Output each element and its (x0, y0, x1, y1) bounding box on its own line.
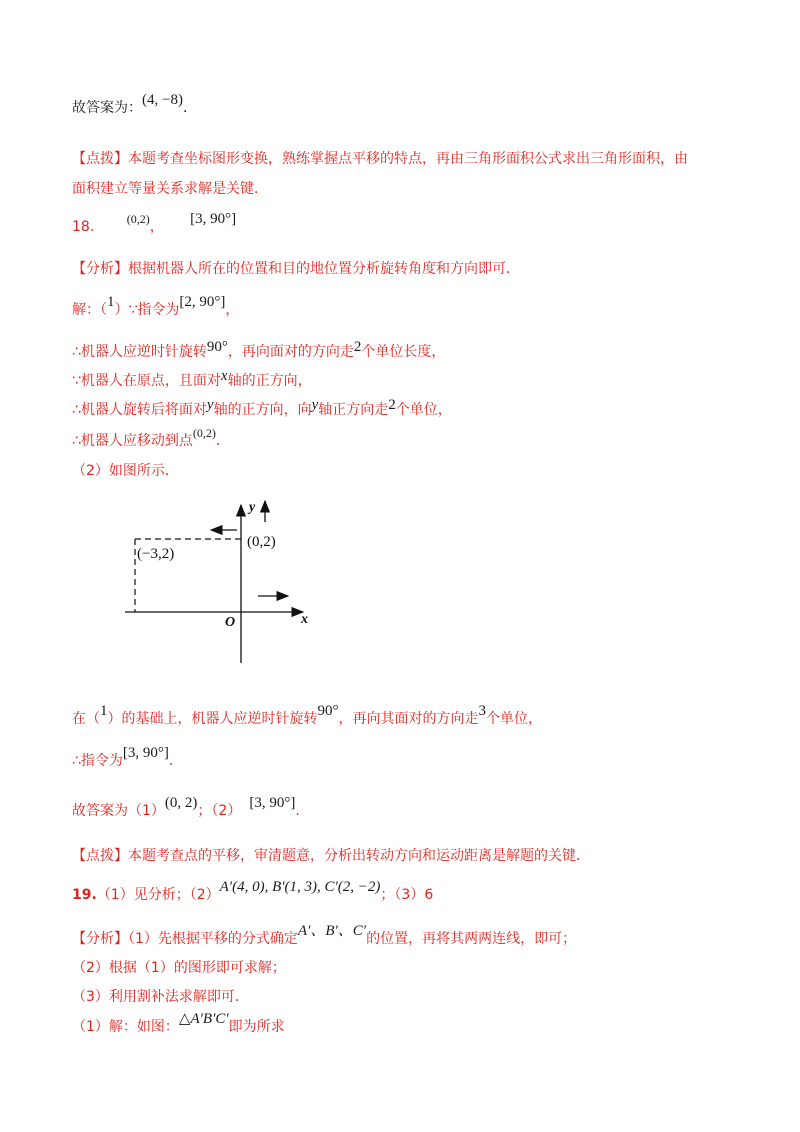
solution-18-line7: 在（1）的基础上，机器人应逆时针旋转90°，再向其面对的方向走3个单位， (72, 703, 542, 727)
solution-19-line1: （1）解：如图：△A′B′C′即为所求 (72, 1011, 285, 1035)
analysis-19: 【分析】（1）先根据平移的分式确定A′、B′、C′的位置，再将其两两连线，即可； (72, 923, 577, 947)
solution-18-line3: ∵机器人在原点，且面对x轴的正方向， (72, 368, 312, 389)
solution-18-line5: ∴机器人应移动到点(0,2). (72, 426, 221, 449)
answer-17: 故答案为：(4, −8). (72, 97, 187, 119)
x-axis-label: x (301, 612, 308, 627)
tip-17-line2: 面积建立等量关系求解是关键． (72, 181, 268, 197)
analysis-18: 【分析】根据机器人所在的位置和目的地位置分析旋转角度和方向即可． (72, 261, 520, 277)
solution-18-line1: 解：（1）∵指令为[2, 90°]， (72, 294, 240, 318)
analysis-19-line3: （3）利用割补法求解即可． (72, 989, 249, 1005)
y-axis-label: y (249, 500, 256, 515)
point-label-0-2: (0,2) (247, 534, 276, 550)
solution-18-line2: ∴机器人应逆时针旋转90°，再向面对的方向走2个单位长度， (72, 339, 446, 360)
point-label-neg3-2: (−3,2) (137, 546, 175, 562)
question-18: 18. (0,2)， [3, 90°] (72, 211, 237, 235)
solution-18-line6: （2）如图所示． (72, 463, 179, 479)
origin-label: O (225, 615, 236, 630)
question-19: 19.（1）见分析；（2）A′(4, 0), B′(1, 3), C′(2, −2)；（3）6 (72, 879, 434, 903)
solution-18-line8: ∴指令为[3, 90°]. (72, 745, 174, 769)
robot-move-figure (115, 495, 325, 670)
solution-18-line4: ∴机器人旋转后将面对y轴的正方向，向y轴正方向走2个单位， (72, 397, 452, 418)
tip-17-line1: 【点拨】本题考查坐标图形变换，熟练掌握点平移的特点，再由三角形面积公式求出三角形面积，由 (72, 151, 688, 167)
answer-17-math: (4, −8) (142, 92, 183, 108)
analysis-19-line2: （2）根据（1）的图形即可求解； (72, 960, 286, 976)
answer-18: 故答案为（1）(0, 2)；（2） [3, 90°]. (72, 795, 300, 819)
tip-18: 【点拨】本题考查点的平移，审清题意，分析出转动方向和运动距离是解题的关键． (72, 848, 590, 864)
